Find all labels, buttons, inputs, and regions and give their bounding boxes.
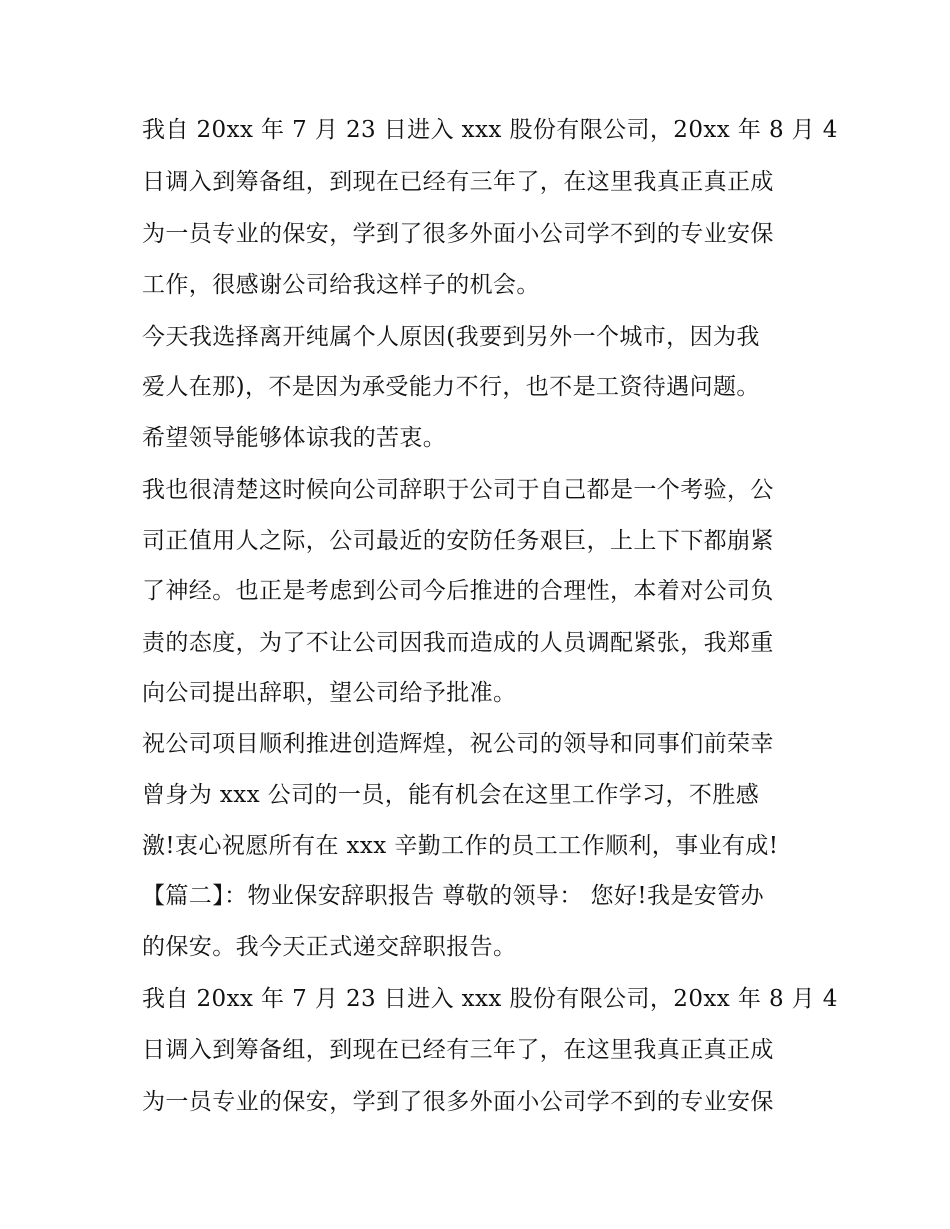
text-line: 希望领导能够体谅我的苦衷。 bbox=[142, 425, 447, 451]
text-line: 司正值用人之际，公司最近的安防任务艰巨，上上下下都崩紧 bbox=[142, 528, 774, 554]
text-line: 爱人在那)，不是因为承受能力不行，也不是工资待遇问题。 bbox=[142, 374, 760, 400]
text-line: 为一员专业的保安，学到了很多外面小公司学不到的专业安保 bbox=[142, 221, 774, 247]
text-line: 祝公司项目顺利推进创造辉煌，祝公司的领导和同事们前荣幸 bbox=[142, 731, 774, 757]
text-line: 激!衷心祝愿所有在 xxx 辛勤工作的员工工作顺利，事业有成! bbox=[142, 833, 779, 859]
text-line: 我自 20xx 年 7 月 23 日进入 xxx 股份有限公司，20xx 年 8 月 4 bbox=[142, 986, 838, 1012]
text-line: 向公司提出辞职，望公司给予批准。 bbox=[142, 680, 517, 706]
text-line: 了神经。也正是考虑到公司今后推进的合理性，本着对公司负 bbox=[142, 578, 774, 604]
text-line: 今天我选择离开纯属个人原因(我要到另外一个城市，因为我 bbox=[142, 324, 760, 350]
text-line: 为一员专业的保安，学到了很多外面小公司学不到的专业安保 bbox=[142, 1089, 774, 1115]
text-line: 的保安。我今天正式递交辞职报告。 bbox=[142, 934, 517, 960]
text-line: 我自 20xx 年 7 月 23 日进入 xxx 股份有限公司，20xx 年 8 月 4 bbox=[142, 117, 838, 143]
text-line: 日调入到筹备组，到现在已经有三年了，在这里我真正真正成 bbox=[142, 169, 774, 195]
text-line: 【篇二】：物业保安辞职报告 尊敬的领导： 您好!我是安管办 bbox=[142, 883, 764, 909]
text-line: 曾身为 xxx 公司的一员，能有机会在这里工作学习，不胜感 bbox=[142, 782, 760, 808]
text-line: 日调入到筹备组，到现在已经有三年了，在这里我真正真正成 bbox=[142, 1037, 774, 1063]
text-line: 责的态度，为了不让公司因我而造成的人员调配紧张，我郑重 bbox=[142, 630, 774, 656]
text-line: 我也很清楚这时候向公司辞职于公司于自己都是一个考验，公 bbox=[142, 477, 774, 503]
text-line: 工作，很感谢公司给我这样子的机会。 bbox=[142, 272, 540, 298]
